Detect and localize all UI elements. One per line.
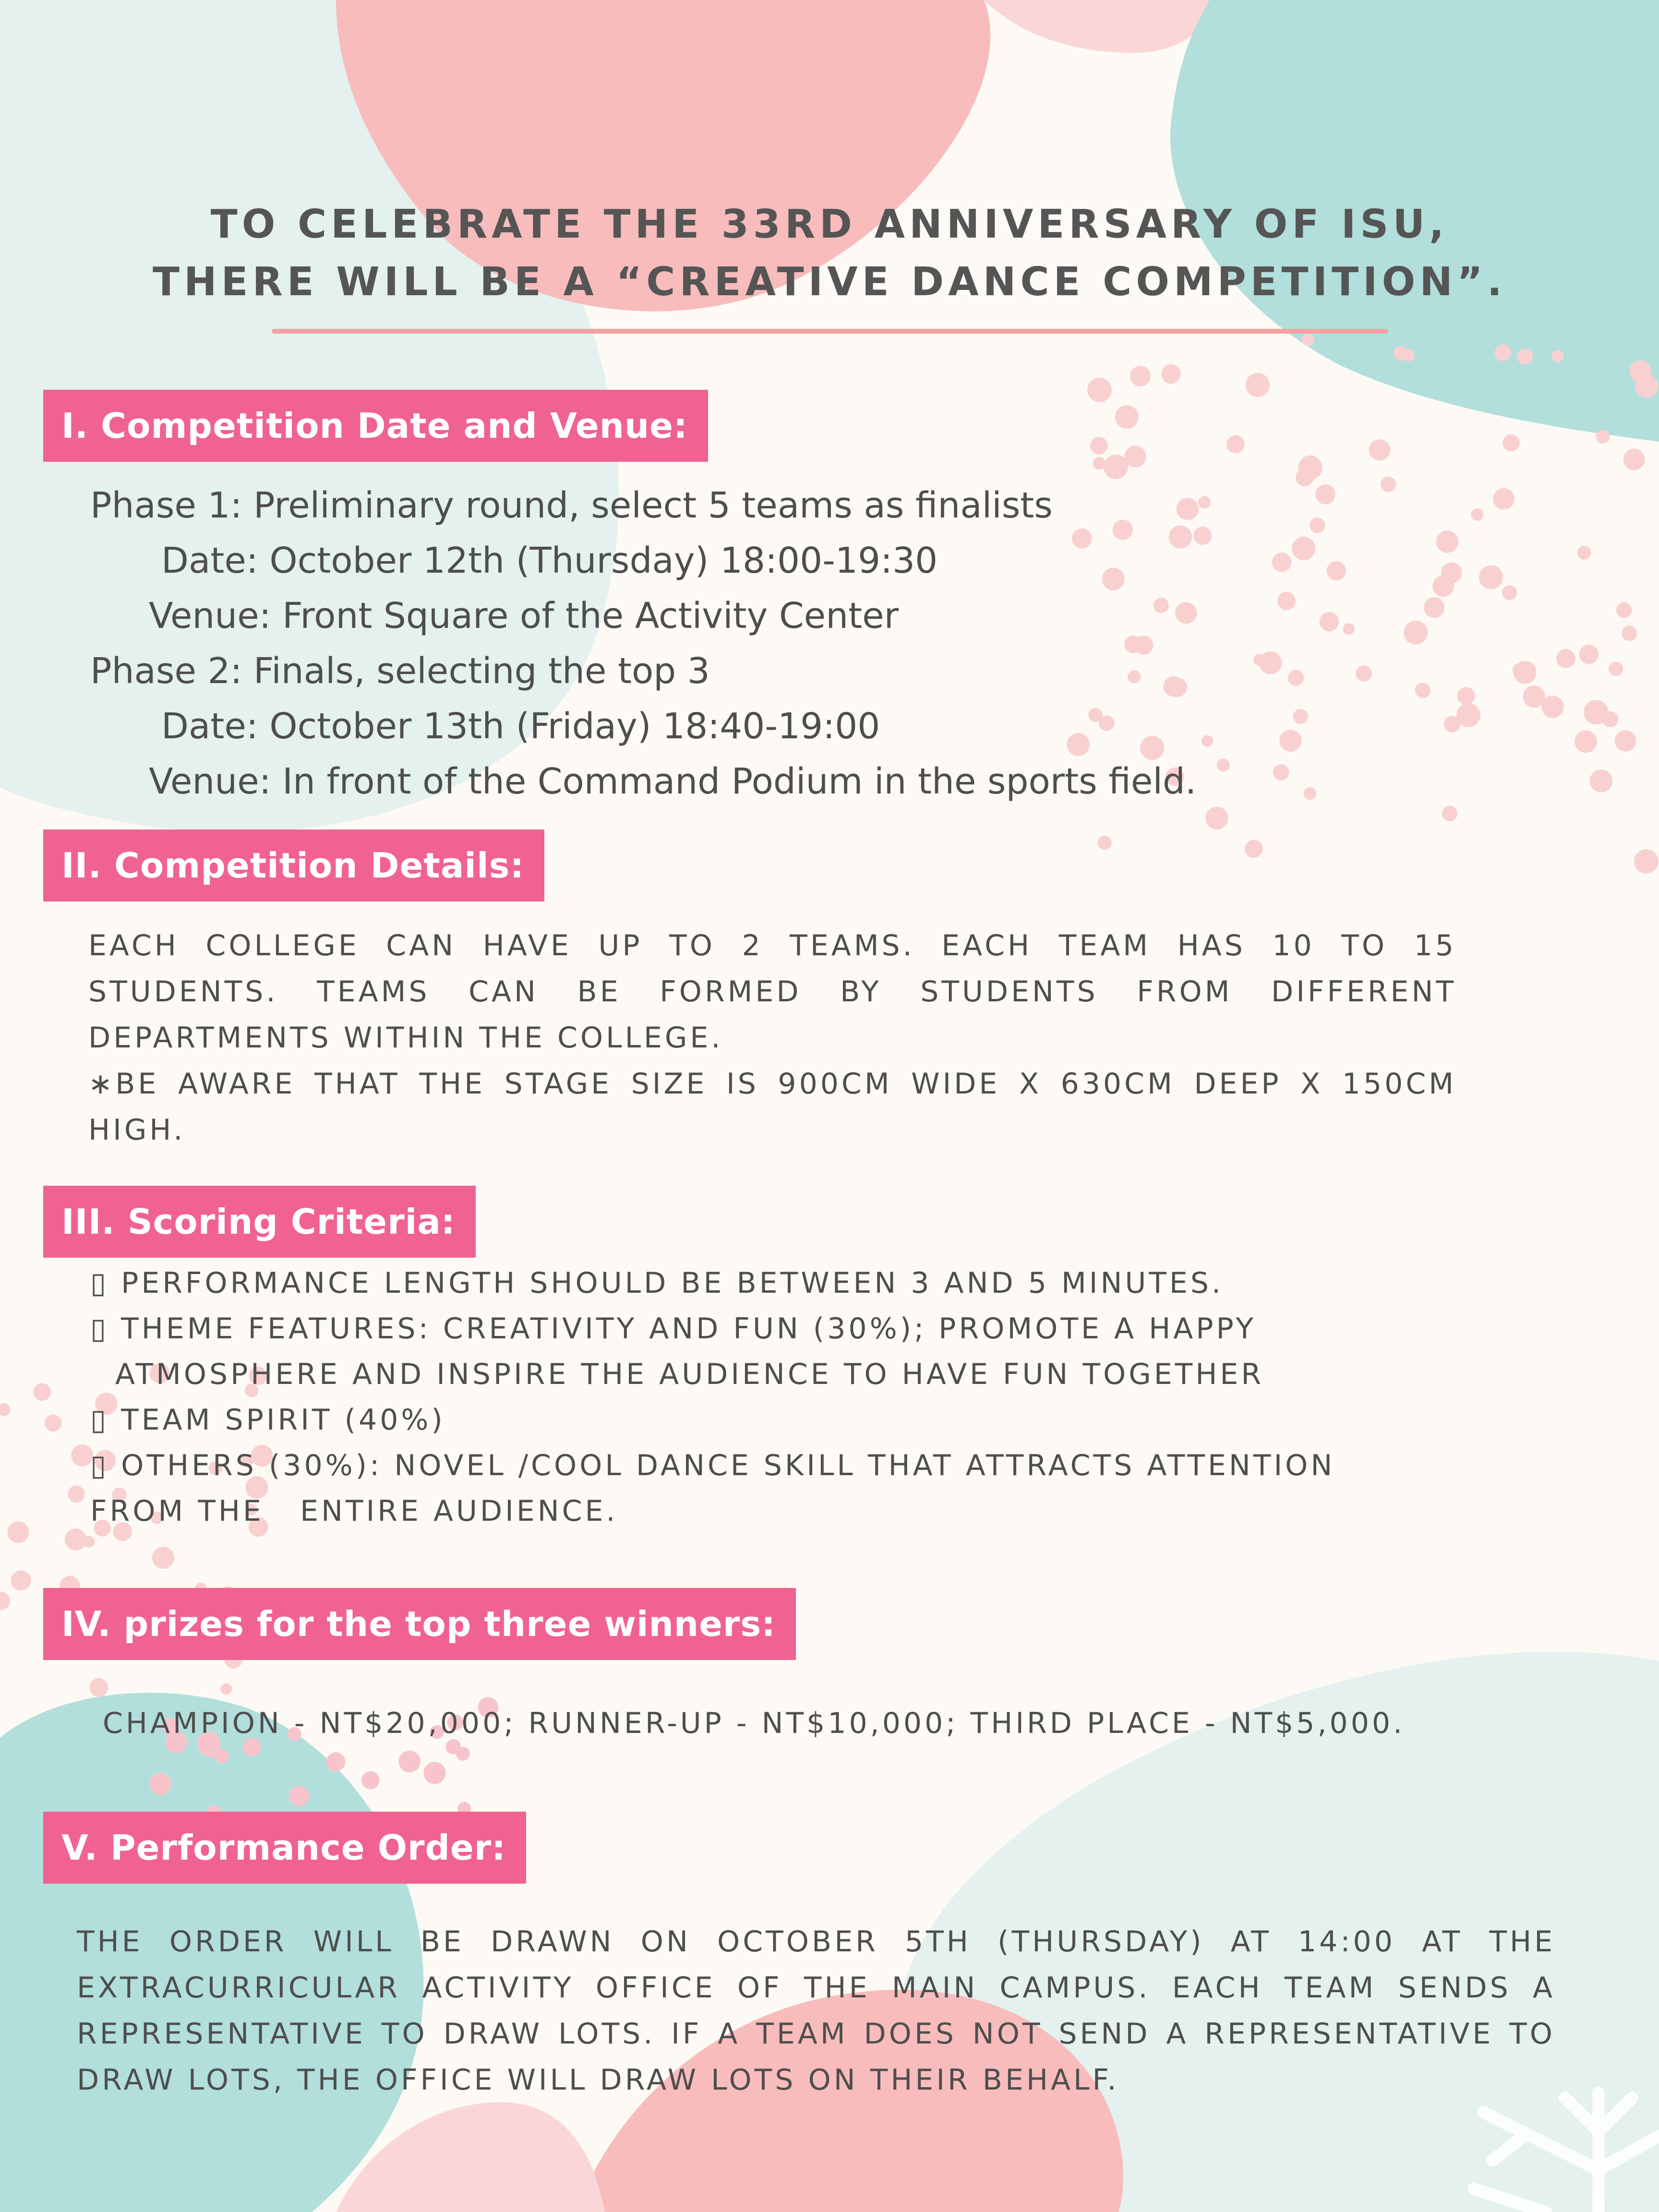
- decorative-dot: [1115, 405, 1139, 429]
- decorative-dot: [1577, 546, 1591, 560]
- decorative-dot: [1193, 527, 1212, 545]
- criteria-item: [90, 1306, 1256, 1352]
- decorative-dot: [152, 1547, 174, 1569]
- decorative-dot: [1315, 484, 1335, 505]
- decorative-dot: [1513, 663, 1525, 676]
- criteria-text: OTHERS (30%): NOVEL /COOL DANCE SKILL THAT ATTRACTS ATTENTION: [121, 1449, 1335, 1482]
- decorative-dot: [1457, 687, 1475, 705]
- decorative-dot: [1369, 439, 1391, 461]
- decorative-dot: [68, 1486, 85, 1503]
- decorative-dot: [1288, 670, 1304, 686]
- decorative-dot: [1099, 715, 1115, 731]
- decorative-dot: [1113, 520, 1133, 540]
- decorative-dot: [1551, 350, 1564, 362]
- decorative-dot: [1273, 764, 1289, 781]
- decorative-dot: [1629, 361, 1651, 382]
- decorative-dot: [1272, 553, 1292, 572]
- decorative-dot: [1623, 449, 1645, 470]
- decorative-dot: [1404, 621, 1428, 645]
- decorative-dot: [1310, 517, 1325, 533]
- phase-2-date: Date: October 13th (Friday) 18:40-19:00: [161, 706, 880, 747]
- decorative-dot: [1471, 508, 1483, 521]
- decorative-dot: [45, 1415, 61, 1431]
- decorative-dot: [1128, 670, 1141, 683]
- criteria-item: [90, 1397, 445, 1443]
- decorative-dot: [1246, 373, 1270, 397]
- decorative-dot: [1097, 836, 1111, 850]
- section-label-competition-details: II. Competition Details:: [43, 830, 544, 902]
- criteria-item: [90, 1260, 1224, 1306]
- phase-1-venue: Venue: Front Square of the Activity Center: [149, 595, 899, 637]
- decorative-dot: [7, 1521, 29, 1543]
- bullet-box-icon: ▯: [90, 1403, 109, 1437]
- decorative-dot: [1343, 623, 1355, 635]
- decorative-dot: [1517, 349, 1533, 364]
- decorative-dot: [215, 1749, 228, 1763]
- light-pink-blob-top: [984, 0, 1210, 53]
- criteria-item-continued: ATMOSPHERE AND INSPIRE THE AUDIENCE TO HAVE FUN TOGETHER: [115, 1358, 1264, 1391]
- decorative-dot: [1177, 498, 1199, 520]
- section-label-performance-order: V. Performance Order:: [43, 1812, 526, 1884]
- decorative-dot: [1104, 455, 1128, 479]
- decorative-dot: [1424, 597, 1444, 618]
- phase-1-date: Date: October 12th (Thursday) 18:00-19:30: [161, 540, 938, 581]
- criteria-text: THEME FEATURES: CREATIVITY AND FUN (30%); PROMOTE A HAPPY: [121, 1312, 1256, 1346]
- decorative-dot: [1584, 700, 1608, 724]
- decorative-dot: [1279, 730, 1301, 752]
- decorative-dot: [361, 1771, 380, 1790]
- competition-details-text: EACH COLLEGE CAN HAVE UP TO 2 TEAMS. EACH TEAM HAS 10 TO 15 STUDENTS. TEAMS CAN BE FORMED BY STUDENTS FROM DIFFERENT DEPARTMENTS WITHIN THE COLLEGE.: [88, 929, 1456, 1055]
- decorative-dot: [1140, 736, 1164, 760]
- criteria-item: [90, 1443, 1593, 1489]
- decorative-dot: [1067, 733, 1090, 756]
- decorative-dot: [0, 1592, 10, 1610]
- decorative-dot: [1579, 645, 1599, 664]
- decorative-dot: [1479, 565, 1503, 589]
- decorative-dot: [1302, 333, 1315, 346]
- decorative-dot: [1590, 769, 1613, 793]
- decorative-dot: [1556, 649, 1575, 668]
- decorative-dot: [1202, 735, 1213, 747]
- decorative-dot: [84, 1536, 95, 1548]
- section-label-date-venue: I. Competition Date and Venue:: [43, 390, 708, 462]
- decorative-dot: [1245, 840, 1263, 858]
- decorative-dot: [424, 1762, 446, 1784]
- decorative-dot: [1615, 730, 1636, 752]
- decorative-dot: [1609, 662, 1623, 676]
- bullet-box-icon: ▯: [90, 1449, 109, 1482]
- title-underline: [272, 329, 1388, 334]
- criteria-text: PERFORMANCE LENGTH SHOULD BE BETWEEN 3 AND 5 MINUTES.: [121, 1266, 1224, 1300]
- decorative-dot: [1293, 709, 1308, 724]
- decorative-dot: [1134, 636, 1154, 655]
- decorative-dot: [149, 1773, 171, 1795]
- decorative-dot: [1253, 654, 1265, 665]
- decorative-dot: [65, 1528, 86, 1550]
- decorative-dot: [1226, 435, 1245, 454]
- decorative-dot: [1090, 437, 1108, 455]
- bullet-box-icon: ▯: [90, 1312, 109, 1346]
- criteria-item-continued: FROM THE ENTIRE AUDIENCE.: [90, 1494, 618, 1528]
- section-label-scoring-criteria: III. Scoring Criteria:: [43, 1186, 476, 1258]
- decorative-dot: [1596, 430, 1610, 444]
- decorative-dot: [1356, 665, 1372, 682]
- decorative-dot: [1304, 787, 1316, 800]
- decorative-dot: [1436, 530, 1459, 553]
- decorative-dot: [1320, 612, 1339, 632]
- decorative-dot: [1456, 703, 1480, 727]
- decorative-dot: [1169, 526, 1192, 549]
- decorative-dot: [11, 1570, 31, 1590]
- decorative-dot: [1087, 378, 1112, 402]
- decorative-dot: [1296, 469, 1314, 487]
- decorative-dot: [1154, 598, 1169, 613]
- decorative-dot: [1163, 676, 1183, 697]
- criteria-text: TEAM SPIRIT (40%): [121, 1403, 445, 1437]
- performance-order-text: THE ORDER WILL BE DRAWN ON OCTOBER 5TH (THURSDAY) AT 14:00 AT THE EXTRACURRICULAR ACTIVITY OFFICE OF THE MAIN CAMPUS. EACH TEAM SENDS A REPRESENTATIVE TO DRAW LOTS. IF A TEAM DOES NOT SEND A REPRESENTATIVE TO DRAW LOTS, THE OFFICE WILL DRAW LOTS ON THEIR BEHALF.: [77, 1925, 1555, 2097]
- title-line-1: TO CELEBRATE THE 33RD ANNIVERSARY OF ISU,: [210, 202, 1449, 247]
- decorative-dot: [1541, 696, 1564, 718]
- decorative-dot: [220, 1683, 232, 1695]
- phase-1-line: Phase 1: Preliminary round, select 5 teams as finalists: [90, 485, 1053, 526]
- decorative-dot: [456, 1747, 470, 1761]
- decorative-dot: [1575, 731, 1597, 753]
- decorative-dot: [1381, 477, 1396, 492]
- phase-2-line: Phase 2: Finals, selecting the top 3: [90, 650, 710, 692]
- decorative-dot: [1217, 758, 1230, 771]
- decorative-dot: [33, 1383, 51, 1401]
- decorative-dot: [1130, 366, 1151, 386]
- decorative-dot: [89, 1678, 108, 1697]
- decorative-dot: [1198, 496, 1211, 508]
- decorative-dot: [1495, 345, 1512, 361]
- decorative-dot: [1634, 849, 1659, 874]
- prizes-text: CHAMPION - NT$20,000; RUNNER-UP - NT$10,000; THIRD PLACE - NT$5,000.: [103, 1707, 1406, 1740]
- decorative-dot: [1503, 434, 1520, 452]
- decorative-dot: [1502, 585, 1517, 600]
- section-label-prizes: IV. prizes for the top three winners:: [43, 1588, 796, 1660]
- decorative-dot: [1205, 807, 1228, 830]
- decorative-dot: [326, 1752, 345, 1771]
- decorative-dot: [1442, 806, 1457, 821]
- decorative-dot: [1441, 562, 1462, 583]
- decorative-dot: [289, 1786, 309, 1806]
- decorative-dot: [398, 1751, 421, 1773]
- decorative-dot: [1327, 561, 1346, 580]
- decorative-dot: [1161, 364, 1181, 384]
- decorative-dot: [1072, 529, 1092, 549]
- decorative-dot: [0, 1403, 11, 1416]
- decorative-dot: [1523, 685, 1545, 708]
- bullet-box-icon: ▯: [90, 1266, 109, 1300]
- decorative-dot: [1622, 625, 1637, 641]
- title-line-2: THERE WILL BE A “CREATIVE DANCE COMPETITION”.: [153, 259, 1506, 305]
- decorative-dot: [1102, 567, 1124, 590]
- decorative-dot: [1493, 488, 1515, 510]
- stage-size-note: ∗BE AWARE THAT THE STAGE SIZE IS 900CM WIDE X 630CM DEEP X 150CM HIGH.: [88, 1067, 1456, 1147]
- decorative-dot: [1415, 683, 1431, 698]
- decorative-dot: [1175, 602, 1197, 624]
- decorative-dot: [1292, 537, 1315, 560]
- phase-2-venue: Venue: In front of the Command Podium in the sports field.: [149, 761, 1197, 802]
- decorative-dot: [1277, 592, 1296, 610]
- decorative-dot: [1394, 346, 1407, 360]
- decorative-dot: [1616, 602, 1632, 618]
